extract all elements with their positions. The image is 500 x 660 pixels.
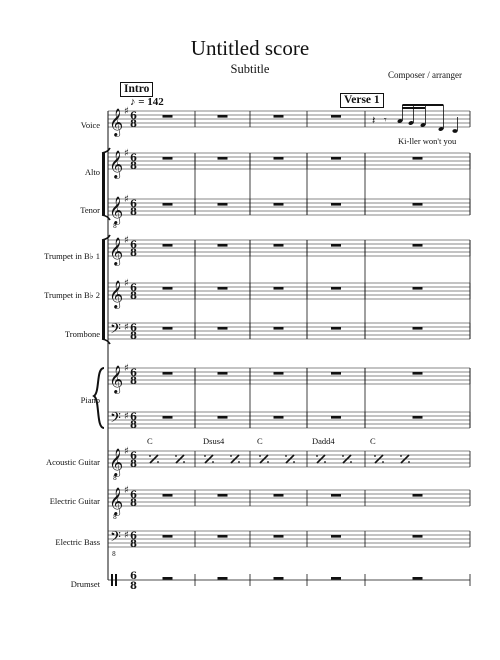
- whole-rest: [331, 416, 341, 419]
- whole-rest: [163, 535, 173, 538]
- treble-clef-icon: 𝄞: [109, 365, 124, 393]
- quarter-rest-icon: 𝄽: [372, 114, 376, 127]
- sharp-icon: ♯: [124, 485, 129, 496]
- time-signature-top: 6: [130, 240, 137, 251]
- slash-dot: [316, 455, 318, 457]
- instrument-label-piano[interactable]: Piano: [80, 395, 100, 405]
- time-signature-top: 6: [130, 323, 137, 334]
- whole-rest: [218, 535, 228, 538]
- sharp-icon: ♯: [124, 411, 129, 422]
- time-signature-top: 6: [130, 531, 137, 542]
- whole-rest: [274, 535, 284, 538]
- whole-rest: [274, 372, 284, 375]
- time-signature-bottom: 8: [130, 291, 137, 302]
- slash-dot: [285, 455, 287, 457]
- whole-rest: [274, 203, 284, 206]
- chord-symbol[interactable]: C: [370, 436, 376, 446]
- whole-rest: [274, 157, 284, 160]
- whole-rest: [274, 244, 284, 247]
- slash-dot: [267, 461, 269, 463]
- whole-rest: [331, 327, 341, 330]
- whole-rest: [218, 203, 228, 206]
- whole-rest: [274, 577, 284, 580]
- slash-dot: [183, 461, 185, 463]
- score-title[interactable]: Untitled score: [190, 36, 310, 60]
- time-signature-bottom: 8: [130, 539, 137, 550]
- sharp-icon: ♯: [124, 194, 129, 205]
- composer-credit[interactable]: Composer / arranger: [388, 70, 462, 80]
- slash-dot: [238, 461, 240, 463]
- octave-mark: 8: [112, 551, 116, 558]
- rehearsal-mark-intro: Intro: [120, 82, 153, 97]
- instrument-label-electric-guitar[interactable]: Electric Guitar: [49, 496, 100, 506]
- whole-rest: [218, 372, 228, 375]
- sharp-icon: ♯: [124, 278, 129, 289]
- piano-brace: [94, 368, 104, 428]
- whole-rest: [163, 494, 173, 497]
- instrument-label-trumpet-2[interactable]: Trumpet in B♭ 2: [44, 290, 100, 300]
- whole-rest: [163, 372, 173, 375]
- treble-clef-icon: 𝄞: [109, 280, 124, 308]
- whole-rest: [163, 577, 173, 580]
- whole-rest: [413, 157, 423, 160]
- slash-dot: [175, 455, 177, 457]
- whole-rest: [413, 535, 423, 538]
- whole-rest: [163, 115, 173, 118]
- chord-symbol[interactable]: C: [257, 436, 263, 446]
- whole-rest: [331, 157, 341, 160]
- whole-rest: [331, 203, 341, 206]
- time-signature-top: 6: [130, 571, 137, 582]
- time-signature-top: 6: [130, 283, 137, 294]
- whole-rest: [218, 157, 228, 160]
- bass-clef-icon: 𝄢: [110, 321, 121, 341]
- time-signature-top: 6: [130, 199, 137, 210]
- whole-rest: [331, 287, 341, 290]
- whole-rest: [413, 203, 423, 206]
- slash-dot: [400, 455, 402, 457]
- eighth-note-icon: ♪: [130, 96, 136, 108]
- time-signature-bottom: 8: [130, 331, 137, 342]
- time-signature-bottom: 8: [130, 581, 137, 592]
- tempo-value: = 142: [138, 96, 164, 108]
- whole-rest: [163, 287, 173, 290]
- time-signature-top: 6: [130, 490, 137, 501]
- score-subtitle[interactable]: Subtitle: [230, 62, 270, 76]
- whole-rest: [218, 115, 228, 118]
- slash-dot: [212, 461, 214, 463]
- whole-rest: [331, 535, 341, 538]
- instrument-label-drumset[interactable]: Drumset: [70, 579, 100, 589]
- chord-symbol[interactable]: Dsus4: [203, 436, 225, 446]
- whole-rest: [163, 327, 173, 330]
- whole-rest: [331, 244, 341, 247]
- whole-rest: [163, 416, 173, 419]
- time-signature-top: 6: [130, 153, 137, 164]
- whole-rest: [331, 494, 341, 497]
- whole-rest: [274, 115, 284, 118]
- brass-bracket: [102, 240, 105, 339]
- octave-mark: 8: [113, 223, 117, 230]
- whole-rest: [274, 416, 284, 419]
- rehearsal-mark-verse-1: Verse 1: [340, 93, 384, 108]
- whole-rest: [413, 372, 423, 375]
- slash-dot: [374, 455, 376, 457]
- treble-clef-icon: 𝄞: [109, 108, 124, 136]
- whole-rest: [331, 372, 341, 375]
- slash-dot: [293, 461, 295, 463]
- whole-rest: [331, 577, 341, 580]
- instrument-label-alto[interactable]: Alto: [84, 167, 100, 177]
- slash-dot: [259, 455, 261, 457]
- instrument-label-trombone[interactable]: Trombone: [64, 329, 100, 339]
- whole-rest: [413, 287, 423, 290]
- time-signature-bottom: 8: [130, 119, 137, 130]
- whole-rest: [274, 494, 284, 497]
- whole-rest: [218, 416, 228, 419]
- chord-symbol[interactable]: C: [147, 436, 153, 446]
- octave-mark: 8: [113, 514, 117, 521]
- whole-rest: [413, 494, 423, 497]
- sharp-icon: ♯: [124, 363, 129, 374]
- whole-rest: [163, 157, 173, 160]
- sharp-icon: ♯: [124, 322, 129, 333]
- whole-rest: [218, 327, 228, 330]
- instrument-label-electric-bass[interactable]: Electric Bass: [55, 537, 100, 547]
- time-signature-bottom: 8: [130, 248, 137, 259]
- time-signature-top: 6: [130, 111, 137, 122]
- sharp-icon: ♯: [124, 106, 129, 117]
- eighth-rest-icon: 𝄾: [384, 115, 387, 126]
- treble-clef-icon: 𝄞: [109, 487, 124, 515]
- time-signature-bottom: 8: [130, 498, 137, 509]
- treble-clef-icon: 𝄞: [109, 237, 124, 265]
- time-signature-top: 6: [130, 451, 137, 462]
- sharp-icon: ♯: [124, 530, 129, 541]
- brass-bracket-hook: [102, 339, 110, 344]
- whole-rest: [218, 577, 228, 580]
- slash-dot: [230, 455, 232, 457]
- percussion-clef-icon: [115, 574, 117, 586]
- whole-rest: [274, 287, 284, 290]
- bass-clef-icon: 𝄢: [110, 529, 121, 549]
- time-signature-bottom: 8: [130, 376, 137, 387]
- whole-rest: [218, 494, 228, 497]
- time-signature-bottom: 8: [130, 161, 137, 172]
- whole-rest: [331, 115, 341, 118]
- whole-rest: [218, 287, 228, 290]
- time-signature-top: 6: [130, 368, 137, 379]
- slash-dot: [342, 455, 344, 457]
- whole-rest: [274, 327, 284, 330]
- instrument-label-tenor[interactable]: Tenor: [80, 205, 100, 215]
- whole-rest: [413, 244, 423, 247]
- lyrics-line[interactable]: Ki-ller won't you: [398, 136, 457, 146]
- instrument-label-trumpet-1[interactable]: Trumpet in B♭ 1: [44, 251, 100, 261]
- choir-bracket: [102, 153, 105, 215]
- whole-rest: [218, 244, 228, 247]
- sharp-icon: ♯: [124, 446, 129, 457]
- slash-dot: [324, 461, 326, 463]
- slash-dot: [382, 461, 384, 463]
- time-signature-bottom: 8: [130, 420, 137, 431]
- slash-dot: [350, 461, 352, 463]
- time-signature-bottom: 8: [130, 207, 137, 218]
- sharp-icon: ♯: [124, 235, 129, 246]
- whole-rest: [163, 244, 173, 247]
- treble-clef-icon: 𝄞: [109, 196, 124, 224]
- whole-rest: [413, 327, 423, 330]
- treble-clef-icon: 𝄞: [109, 150, 124, 178]
- percussion-clef-icon: [111, 574, 113, 586]
- bass-clef-icon: 𝄢: [110, 410, 121, 430]
- slash-dot: [204, 455, 206, 457]
- time-signature-top: 6: [130, 412, 137, 423]
- chord-symbol[interactable]: Dadd4: [312, 436, 335, 446]
- slash-dot: [157, 461, 159, 463]
- whole-rest: [163, 203, 173, 206]
- slash-dot: [149, 455, 151, 457]
- instrument-label-voice[interactable]: Voice: [80, 120, 100, 130]
- octave-mark: 8: [113, 475, 117, 482]
- instrument-label-acoustic-guitar[interactable]: Acoustic Guitar: [45, 457, 100, 467]
- whole-rest: [413, 416, 423, 419]
- slash-dot: [408, 461, 410, 463]
- treble-clef-icon: 𝄞: [109, 448, 124, 476]
- whole-rest: [413, 577, 423, 580]
- notehead: [452, 129, 457, 133]
- time-signature-bottom: 8: [130, 459, 137, 470]
- sharp-icon: ♯: [124, 148, 129, 159]
